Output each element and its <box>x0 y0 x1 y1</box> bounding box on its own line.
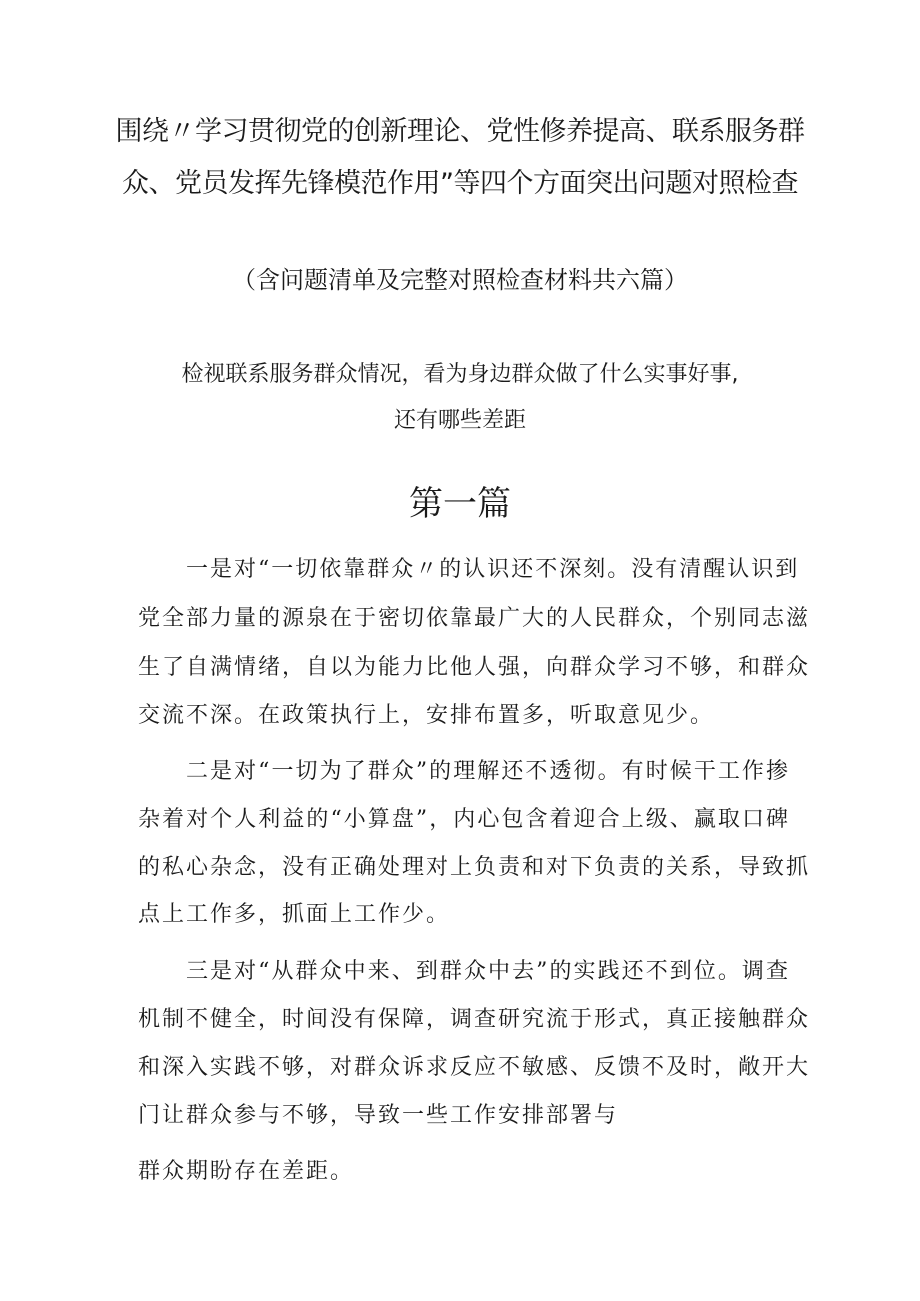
document-title-line-2: 众、党员发挥先锋模范作用”等四个方面突出问题对照检查 <box>122 168 798 199</box>
paragraph-3-line-4: 门让群众参与不够，导致一些工作安排部署与 <box>138 1103 619 1128</box>
paragraph-1-line-4: 交流不深。在政策执行上，安排布置多，听取意见少。 <box>138 703 715 728</box>
paragraph-2-line-4: 点上工作多，抓面上工作少。 <box>138 902 451 927</box>
document-subtitle: （含问题清单及完整对照检查材料共六篇） <box>232 266 688 294</box>
paragraph-3-line-3: 和深入实践不够，对群众诉求反应不敏感、反馈不及时，敞开大 <box>138 1055 811 1080</box>
paragraph-2-line-3: 的私心杂念，没有正确处理对上负责和对下负责的关系，导致抓 <box>138 855 811 880</box>
paragraph-1-line-2: 党全部力量的源泉在于密切依靠最广大的人民群众，个别同志滋 <box>138 606 811 631</box>
section-heading-line-2: 还有哪些差距 <box>393 408 526 433</box>
section-heading-line-1: 检视联系服务群众情况，看为身边群众做了什么实事好事, <box>181 362 739 387</box>
paragraph-2-line-1: 二是对“一切为了群众”的理解还不透彻。有时候干工作掺 <box>186 759 790 784</box>
paragraph-1-line-1: 一是对“一切依靠群众〃的认识还不深刻。没有清醒认识到 <box>186 557 800 582</box>
paragraph-3-line-2: 机制不健全，时间没有保障，调查研究流于形式，真正接触群众 <box>138 1007 811 1032</box>
paragraph-2-line-2: 杂着对个人利益的“小算盘”，内心包含着迎合上级、赢取口碑 <box>138 807 790 832</box>
document-title-line-1: 围绕〃学习贯彻党的创新理论、党性修养提高、联系服务群 <box>115 116 805 147</box>
paragraph-3-line-1: 三是对“从群众中来、到群众中去”的实践还不到位。调查 <box>186 959 790 984</box>
chapter-title: 第一篇 <box>409 484 511 524</box>
paragraph-3-line-5: 群众期盼存在差距。 <box>138 1159 355 1184</box>
paragraph-1-line-3: 生了自满情绪，自以为能力比他人强，向群众学习不够，和群众 <box>138 655 811 680</box>
